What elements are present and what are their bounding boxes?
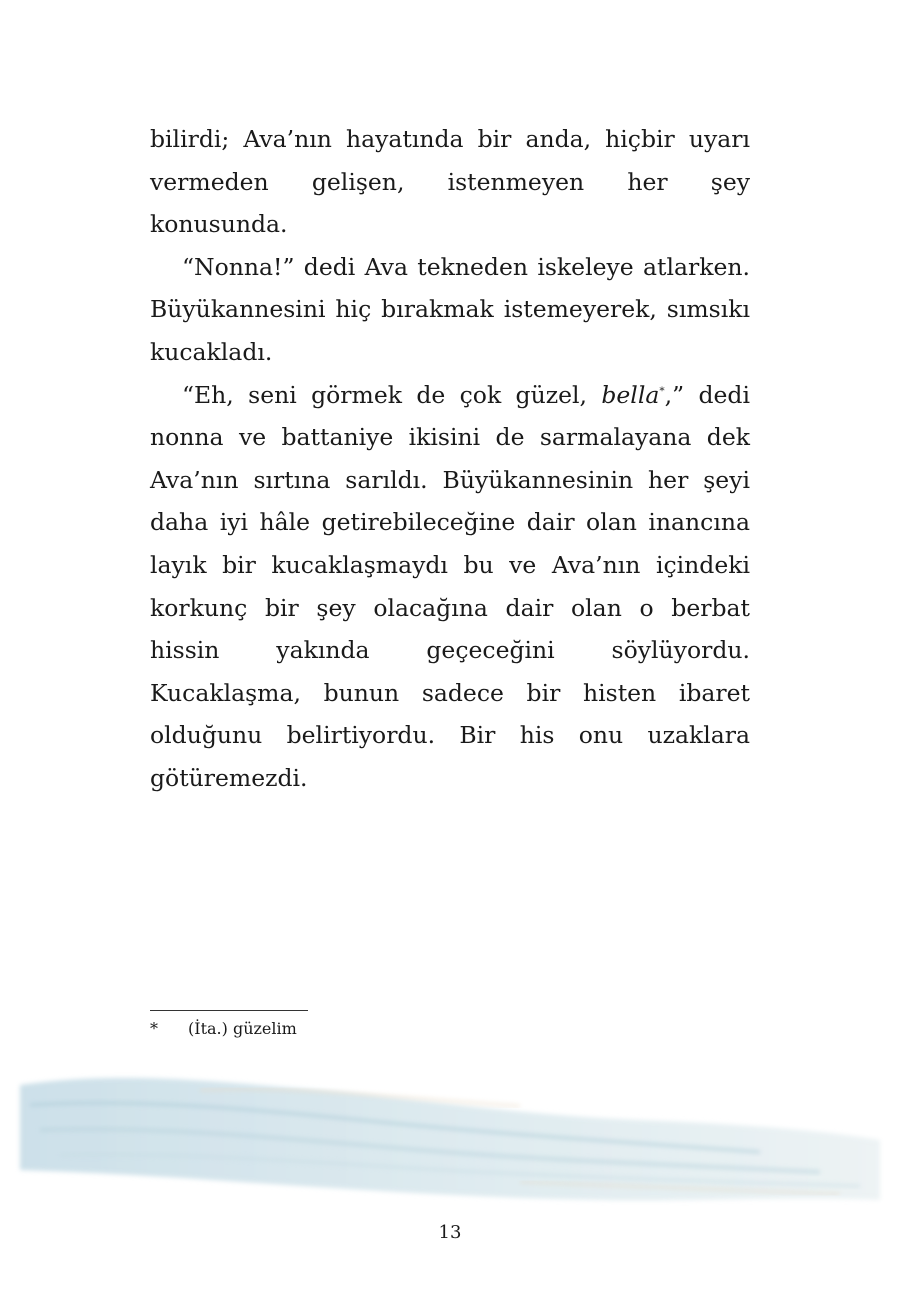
paragraph-2: “Nonna!” dedi Ava tekneden iskeleye atlarken. Büyükannesini hiç bırakmak istemeyerek, sımsıkı kucakladı. <box>150 252 750 366</box>
footnote <box>150 1018 297 1040</box>
footnote-reference: * <box>659 384 665 397</box>
italic-word: bella <box>601 380 660 409</box>
paragraph-3-lead: “Eh, seni görmek de çok güzel, <box>182 380 602 409</box>
footnote-text: (İta.) güzelim <box>188 1019 297 1038</box>
footnote-marker: * <box>150 1019 158 1038</box>
footnote-divider <box>150 1010 308 1011</box>
page-number: 13 <box>438 1222 462 1243</box>
paragraph-3-tail: ,” dedi nonna ve battaniye ikisini de sarmalayana dek Ava’nın sırtına sarıldı. Büyükannesinin her şeyi daha iyi hâle getirebileceğine dair olan inancına layık bir kucaklaşmaydı bu ve Ava’nın içindeki korkunç bir şey olacağına dair olan o berbat hissin yakında geçeceğini söylüyordu. Kucaklaşma, bunun sadece bir histen ibaret olduğunu belirtiyordu. Bir his onu uzaklara götüremezdi. <box>150 380 750 792</box>
watercolor-water-illustration <box>0 1060 900 1220</box>
body-text <box>150 118 750 800</box>
paragraph-1: bilirdi; Ava’nın hayatında bir anda, hiçbir uyarı vermeden gelişen, istenmeyen her şey konusunda. <box>150 125 750 239</box>
paragraph-3 <box>150 374 750 800</box>
